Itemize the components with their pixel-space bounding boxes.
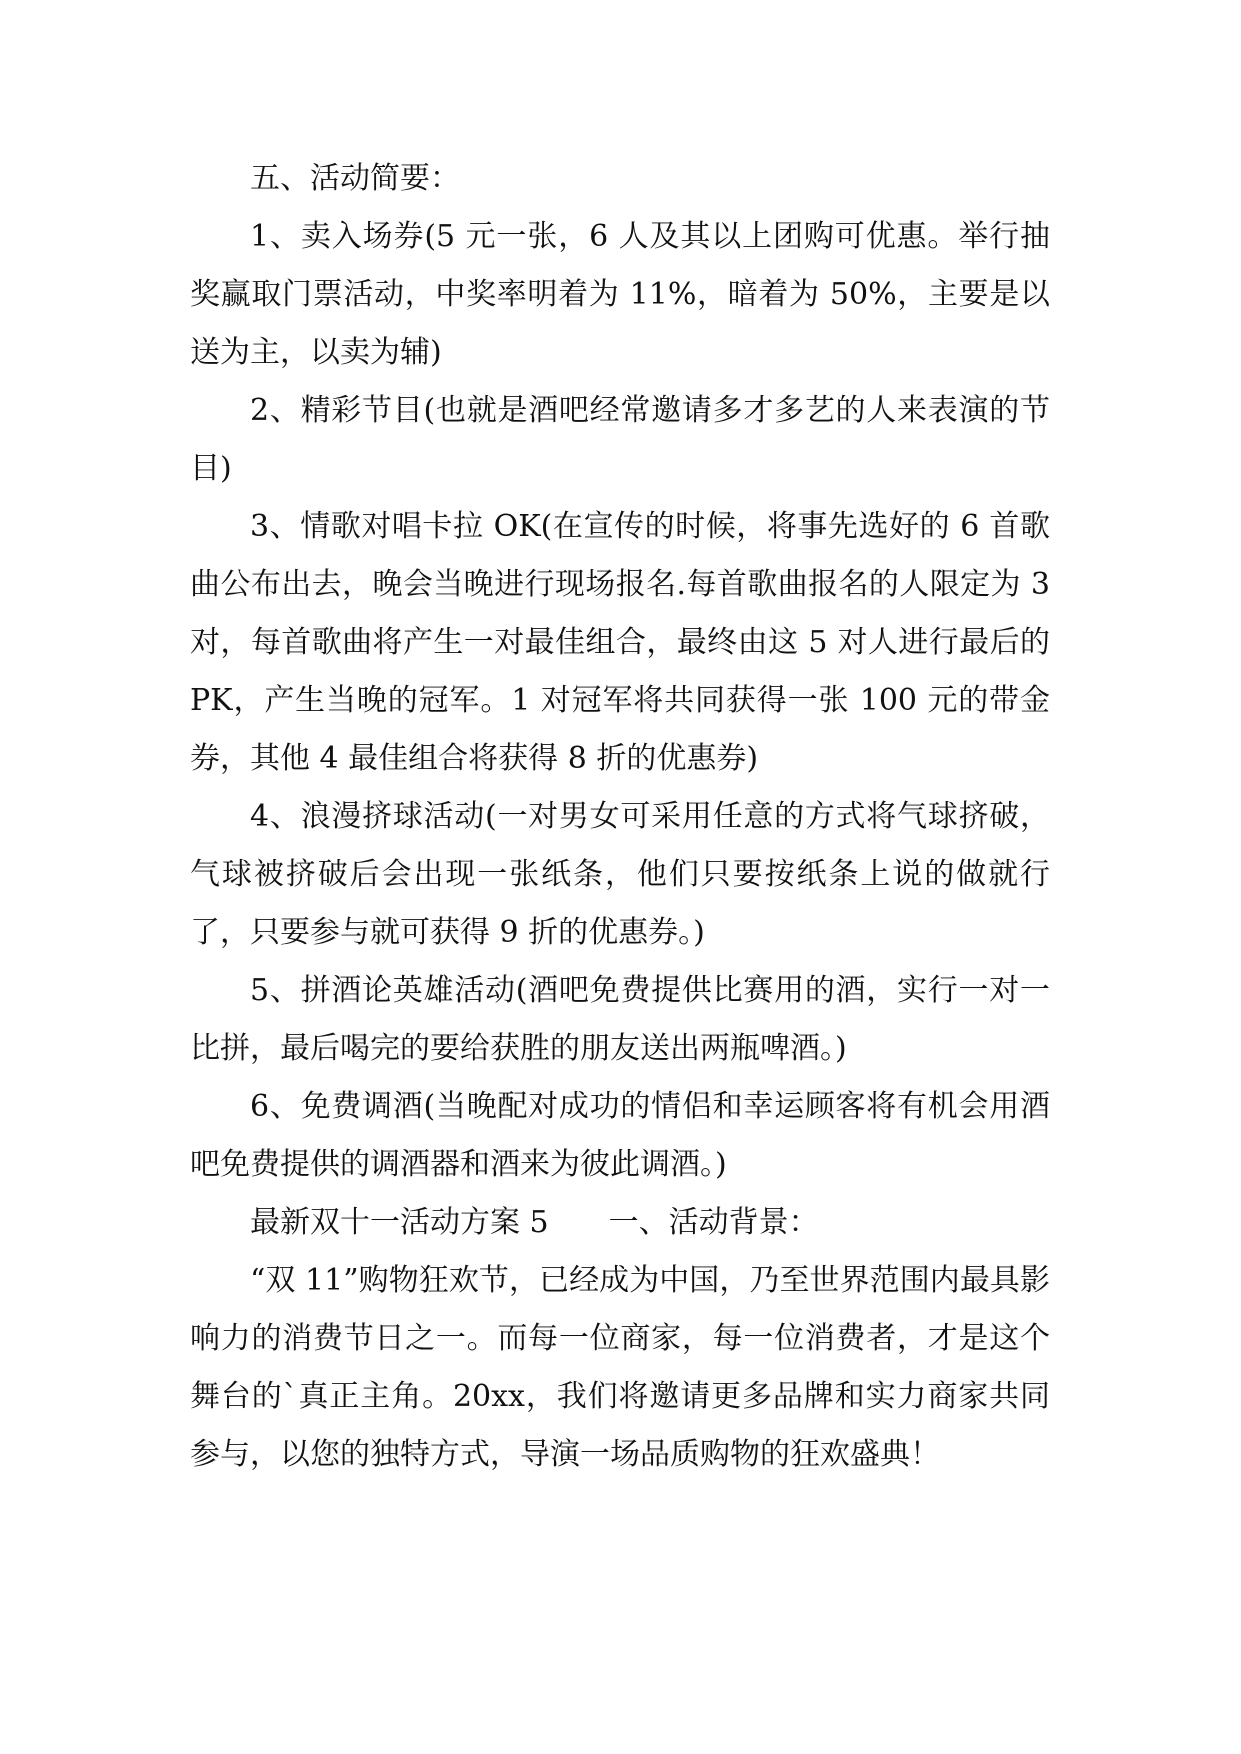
section-heading: 五、活动简要： — [250, 161, 460, 196]
paragraph-item-1: 1、卖入场券(5 元一张，6 人及其以上团购可优惠。举行抽奖赢取门票活动，中奖率明着为 11%，暗着为 50%，主要是以送为主，以卖为辅) — [190, 219, 1050, 370]
paragraph-item-3: 3、情歌对唱卡拉 OK(在宣传的时候，将事先选好的 6 首歌曲公布出去，晚会当晚进行现场报名.每首歌曲报名的人限定为 3 对，每首歌曲将产生一对最佳组合，最终由这 5 对人进行最后的 PK，产生当晚的冠军。1 对冠军将共同获得一张 100 元的带金券，其他 4 最佳组合将获得 8 折的优惠券) — [190, 509, 1050, 776]
paragraph-item-5: 5、拼酒论英雄活动(酒吧免费提供比赛用的酒，实行一对一比拼，最后喝完的要给获胜的朋友送出两瓶啤酒。) — [190, 973, 1050, 1066]
background-paragraph: “双 11”购物狂欢节，已经成为中国，乃至世界范围内最具影响力的消费节日之一。而每一位商家，每一位消费者，才是这个舞台的`真正主角。20xx，我们将邀请更多品牌和实力商家共同参与，以您的独特方式，导演一场品质购物的狂欢盛典！ — [190, 1263, 1050, 1472]
paragraph-item-2: 2、精彩节目(也就是酒吧经常邀请多才多艺的人来表演的节目) — [190, 393, 1050, 486]
document-page — [190, 150, 1050, 1484]
paragraph-item-6: 6、免费调酒(当晚配对成功的情侣和幸运顾客将有机会用酒吧免费提供的调酒器和酒来为彼此调酒。) — [190, 1089, 1050, 1182]
paragraph-item-4: 4、浪漫挤球活动(一对男女可采用任意的方式将气球挤破，气球被挤破后会出现一张纸条，他们只要按纸条上说的做就行了，只要参与就可获得 9 折的优惠券。) — [190, 799, 1050, 950]
plan-title-line: 最新双十一活动方案 5 一、活动背景： — [250, 1205, 819, 1240]
